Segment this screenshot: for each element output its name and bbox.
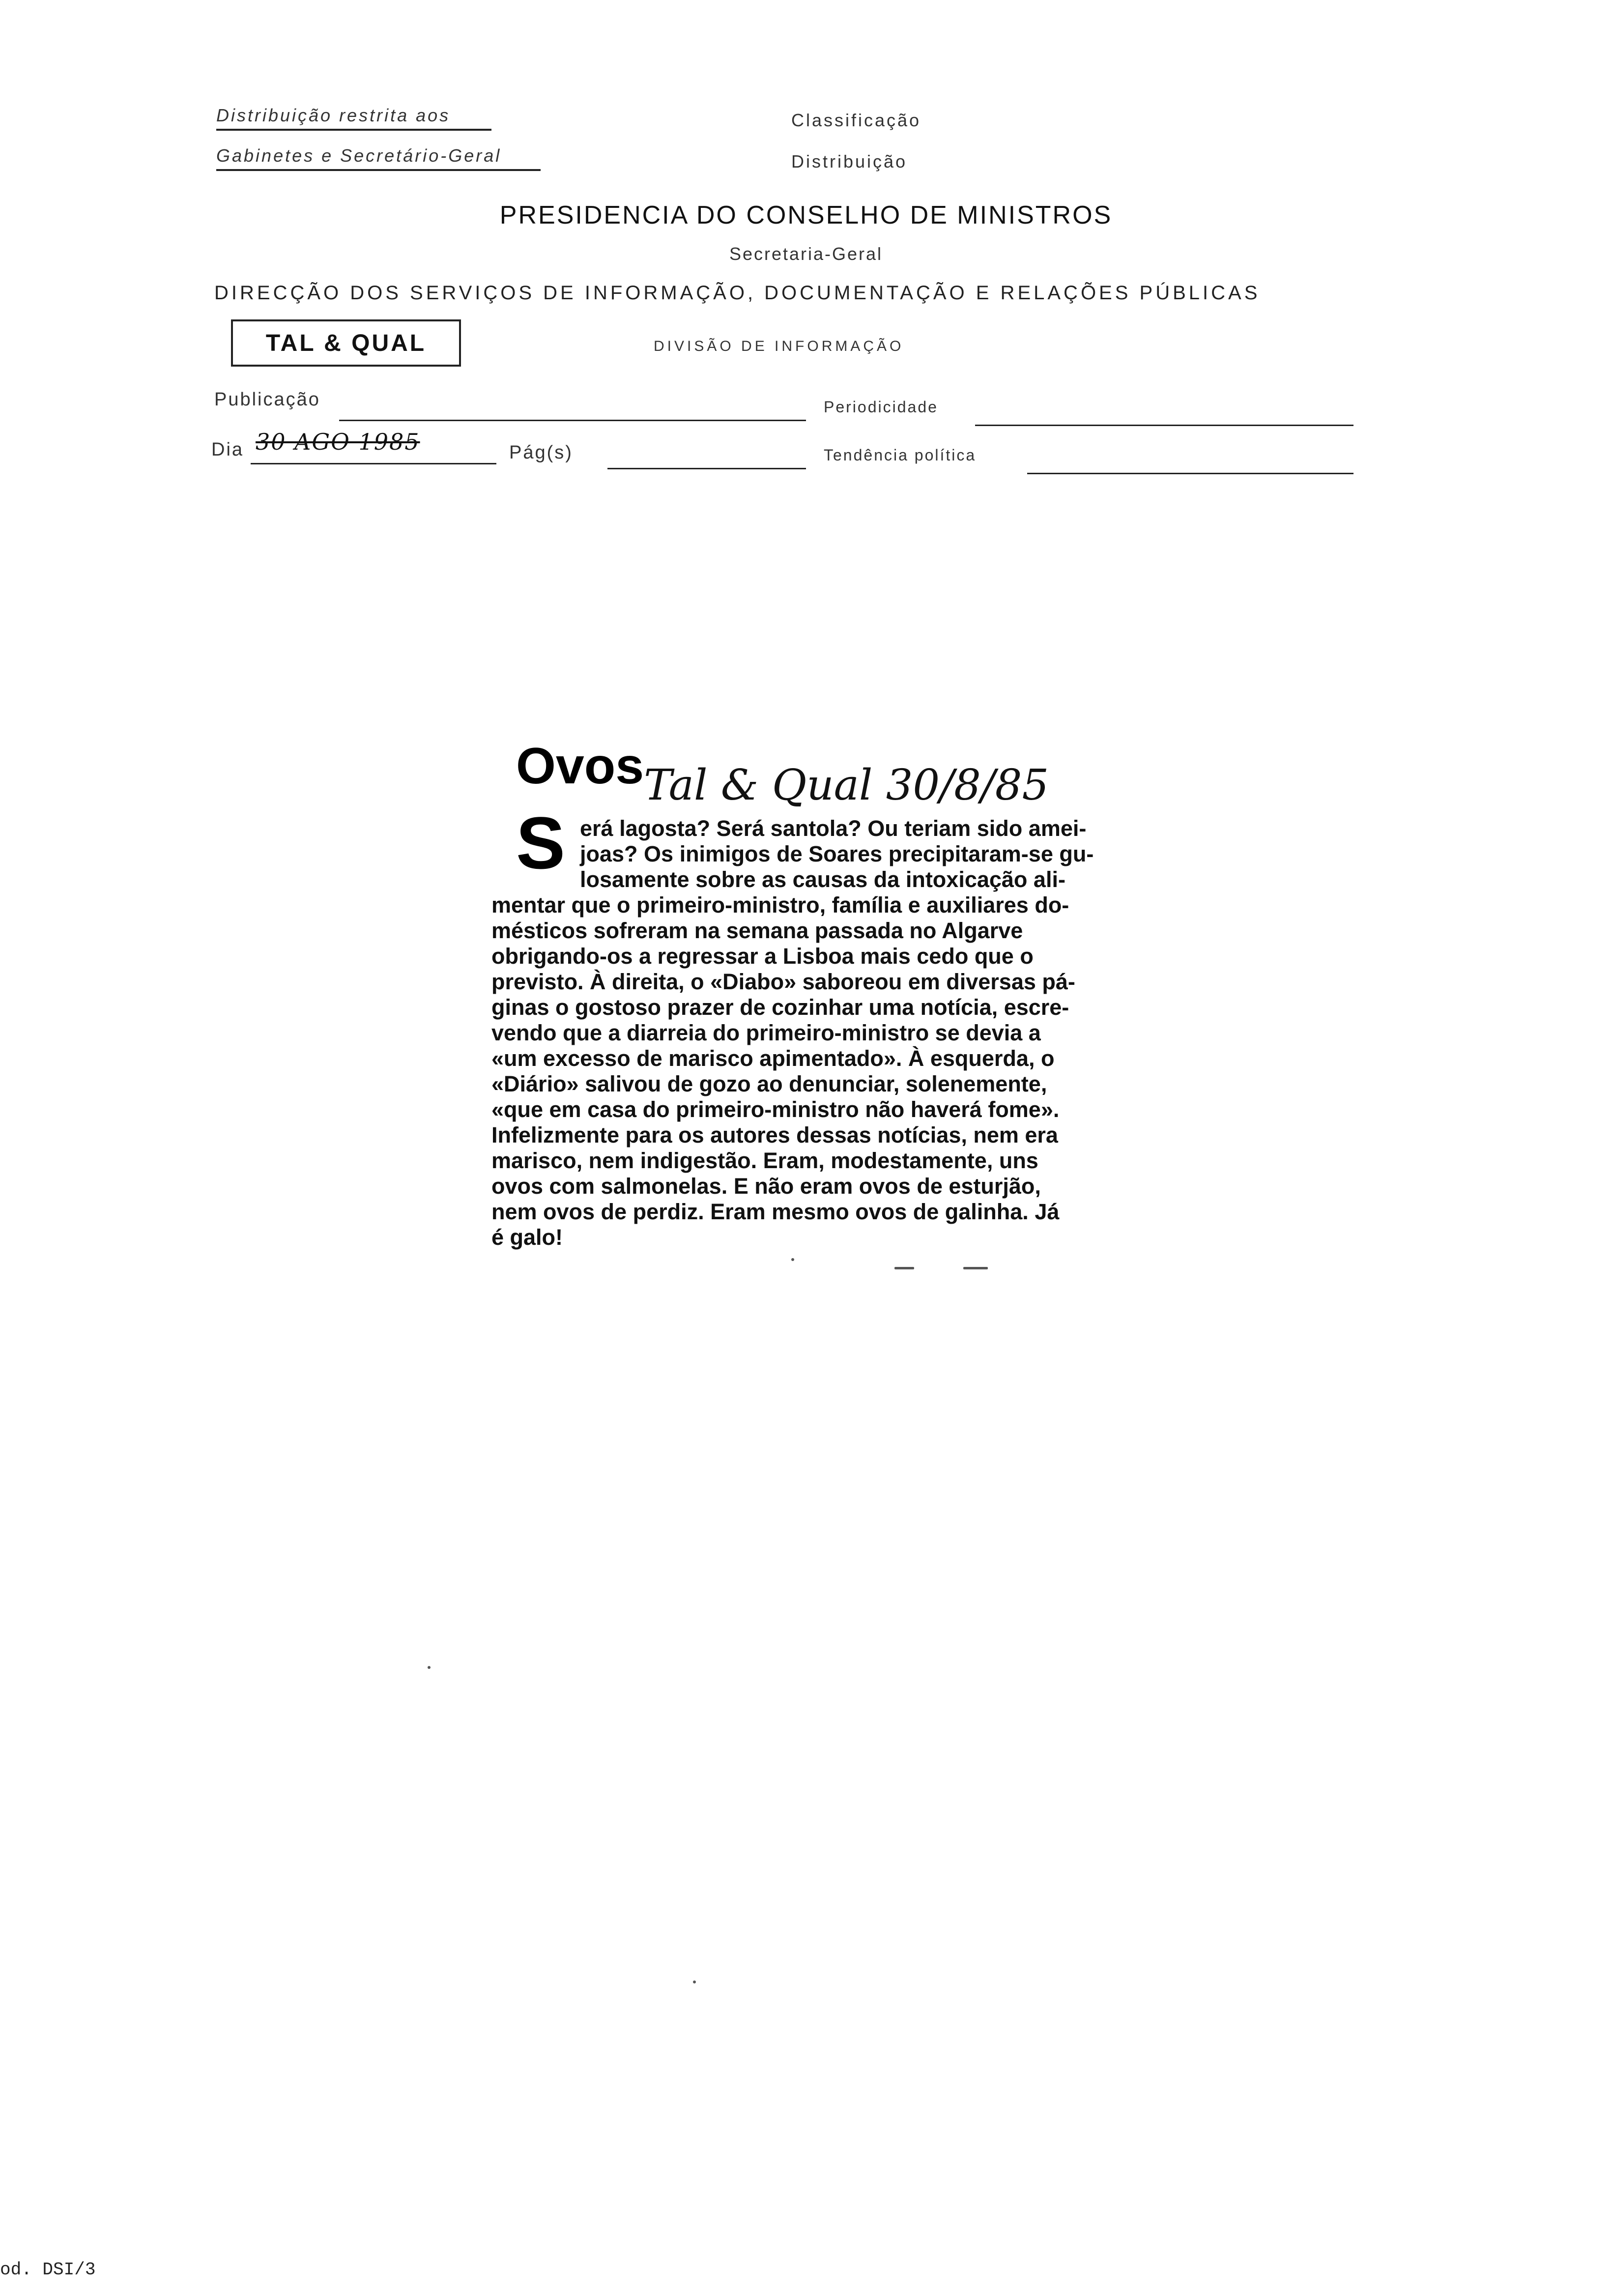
tendencia-field-line <box>1027 473 1353 474</box>
periodicidade-field-line <box>975 425 1353 426</box>
scan-speck <box>791 1258 794 1261</box>
page-subtitle: Secretaria-Geral <box>729 244 883 264</box>
article-line: vendo que a diarreia do primeiro-ministro se devia a <box>491 1020 1041 1045</box>
scan-speck <box>693 1980 696 1983</box>
distribuicao-label: Distribuição <box>791 151 908 172</box>
periodicidade-label: Periodicidade <box>824 398 938 416</box>
scan-speck <box>963 1267 988 1269</box>
division-line: DIVISÃO DE INFORMAÇÃO <box>654 338 904 354</box>
article-line: «Diário» salivou de gozo ao denunciar, solenemente, <box>491 1071 1047 1096</box>
article-line: «um excesso de marisco apimentado». À esquerda, o <box>491 1046 1055 1071</box>
dia-label: Dia <box>211 439 244 460</box>
article-body <box>491 816 1180 1250</box>
article-line: losamente sobre as causas da intoxicação ali- <box>580 867 1065 892</box>
article-line: obrigando-os a regressar a Lisboa mais cedo que o <box>491 944 1034 969</box>
scan-speck <box>428 1666 431 1669</box>
publicacao-field-line <box>339 420 806 421</box>
form-code: od. DSI/3 <box>0 2260 96 2280</box>
article-dropcap: S <box>516 802 566 884</box>
direction-line: DIRECÇÃO DOS SERVIÇOS DE INFORMAÇÃO, DOCUMENTAÇÃO E RELAÇÕES PÚBLICAS <box>214 282 1261 304</box>
scan-speck <box>894 1267 914 1269</box>
article-line: joas? Os inimigos de Soares precipitaram-se gu- <box>580 841 1094 866</box>
publication-stamp: TAL & QUAL <box>231 319 461 367</box>
tendencia-label: Tendência política <box>824 446 977 464</box>
article-line: ovos com salmonelas. E não eram ovos de esturjão, <box>491 1174 1041 1199</box>
classificacao-label: Classificação <box>791 110 921 130</box>
article-line: marisco, nem indigestão. Eram, modestamente, uns <box>491 1148 1038 1173</box>
pags-field-line <box>607 468 806 469</box>
pags-label: Pág(s) <box>509 442 573 463</box>
dia-value: 30 AGO 1985 <box>256 429 420 455</box>
handwritten-annotation: Tal & Qual 30/8/85 <box>644 761 1049 810</box>
page-title: PRESIDENCIA DO CONSELHO DE MINISTROS <box>499 201 1113 230</box>
article-line: ginas o gostoso prazer de cozinhar uma notícia, escre- <box>491 995 1069 1020</box>
dia-field-line <box>251 463 496 464</box>
article-line: erá lagosta? Será santola? Ou teriam sido amei- <box>580 816 1087 841</box>
article-line: «que em casa do primeiro-ministro não haverá fome». <box>491 1097 1060 1122</box>
article-line: é galo! <box>491 1225 563 1250</box>
article-line: previsto. À direita, o «Diabo» saboreou em diversas pá- <box>491 969 1075 994</box>
article-line: mésticos sofreram na semana passada no Algarve <box>491 918 1023 943</box>
distribution-line-1: Distribuição restrita aos <box>216 105 491 131</box>
article-line: nem ovos de perdiz. Eram mesmo ovos de galinha. Já <box>491 1199 1060 1224</box>
article-line: mentar que o primeiro-ministro, família e auxiliares do- <box>491 892 1069 918</box>
article-title: Ovos <box>516 738 644 795</box>
distribution-line-2: Gabinetes e Secretário-Geral <box>216 145 541 171</box>
article-line: Infelizmente para os autores dessas notícias, nem era <box>491 1122 1058 1148</box>
publicacao-label: Publicação <box>214 389 320 410</box>
